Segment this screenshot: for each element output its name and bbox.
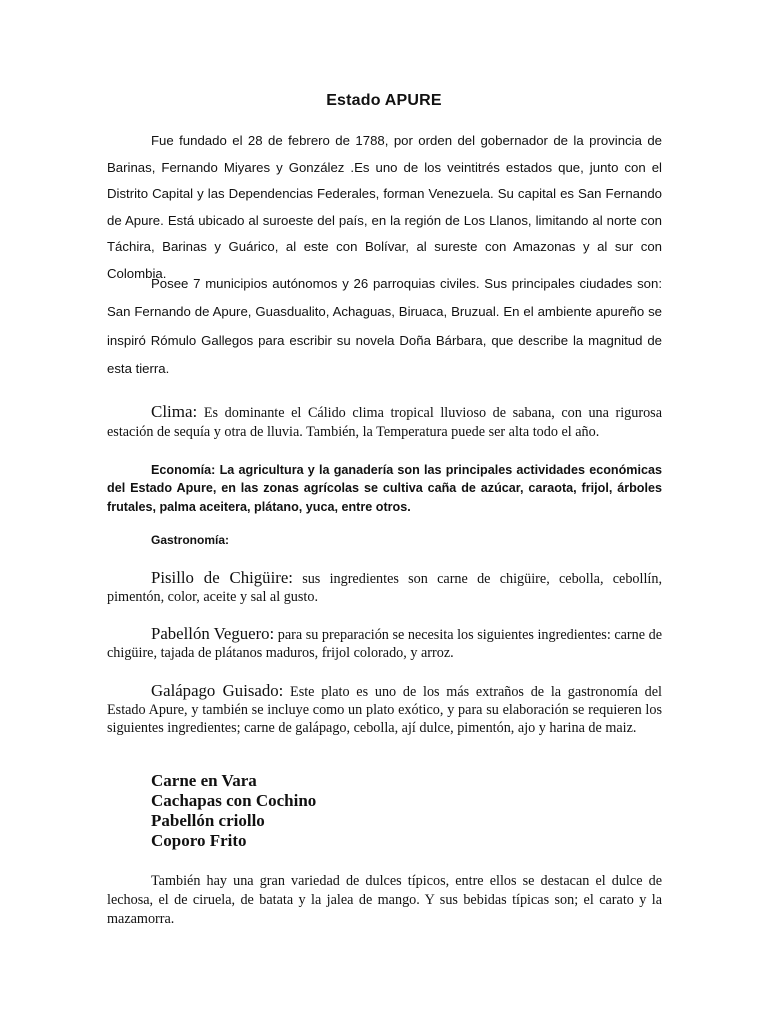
economia-section <box>107 461 662 516</box>
page-title: Estado APURE <box>326 92 442 109</box>
dish-pabellon-veguero <box>107 625 662 662</box>
dish-galapago <box>107 682 662 737</box>
list-item: Pabellón criollo <box>151 811 265 830</box>
dish-name: Galápago Guisado: <box>151 681 284 700</box>
list-item: Cachapas con Cochino <box>151 791 317 810</box>
economia-text: La agricultura y la ganadería son las principales actividades económicas del Estado Apure, en las zonas agrícolas se cultiva caña de azúcar, caraota, frijol, árboles frutales, palma aceitera, plátano, yuca, entre otros. <box>107 463 663 514</box>
gastronomia-heading: Gastronomía: <box>151 533 230 547</box>
intro-paragraph-1: Fue fundado el 28 de febrero de 1788, por orden del gobernador de la provincia de Barinas, Fernando Miyares y González .Es uno de los veintitrés estados que, junto con el Distrito Capital y las Dependencias Federales, forman Venezuela. Su capital es San Fernando de Apure. Está ubicado al suroeste del país, en la región de Los Llanos, limitando al norte con Táchira, Barinas y Guárico, al este con Bolívar, al sureste con Amazonas y al sur con Colombia. <box>107 133 662 281</box>
closing-paragraph: También hay una gran variedad de dulces típicos, entre ellos se destacan el dulce de lechosa, el de ciruela, de batata y la jalea de mango. Y sus bebidas típicas son; el carato y la mazamorra. <box>107 873 662 927</box>
dish-text: Este plato es uno de los más extraños de la gastronomía del Estado Apure, y también se incluye como un plato exótico, y para su elaboración se requieren los siguientes ingredientes; carne de galápago, cebolla, ají dulce, pimentón, ajo y harina de maiz. <box>107 684 663 736</box>
dish-pisillo <box>107 569 662 606</box>
clima-text: Es dominante el Cálido clima tropical lluvioso de sabana, con una rigurosa estación de sequía y otra de lluvia. También, la Temperatura puede ser alta todo el año. <box>107 405 663 440</box>
list-item: Coporo Frito <box>151 831 247 850</box>
list-item: Carne en Vara <box>151 771 257 790</box>
clima-section <box>107 402 662 442</box>
dish-text: para su preparación se necesita los siguientes ingredientes: carne de chigüire, tajada de plátanos maduros, frijol colorado, y arroz. <box>107 627 662 661</box>
intro-paragraph-2: Posee 7 municipios autónomos y 26 parroquias civiles. Sus principales ciudades son: San Fernando de Apure, Guasdualito, Achaguas, Biruaca, Bruzual. En el ambiente apureño se inspiró Rómulo Gallegos para escribir su novela Doña Bárbara, que describe la magnitud de esta tierra. <box>107 276 662 376</box>
dish-list <box>151 771 316 851</box>
dish-name: Pabellón Veguero: <box>151 624 275 643</box>
clima-label: Clima: <box>151 402 198 421</box>
economia-label: Economía: <box>151 463 216 477</box>
dish-text: sus ingredientes son carne de chigüire, cebolla, cebollín, pimentón, color, aceite y sal al gusto. <box>107 571 662 605</box>
dish-name: Pisillo de Chigüire: <box>151 568 293 587</box>
